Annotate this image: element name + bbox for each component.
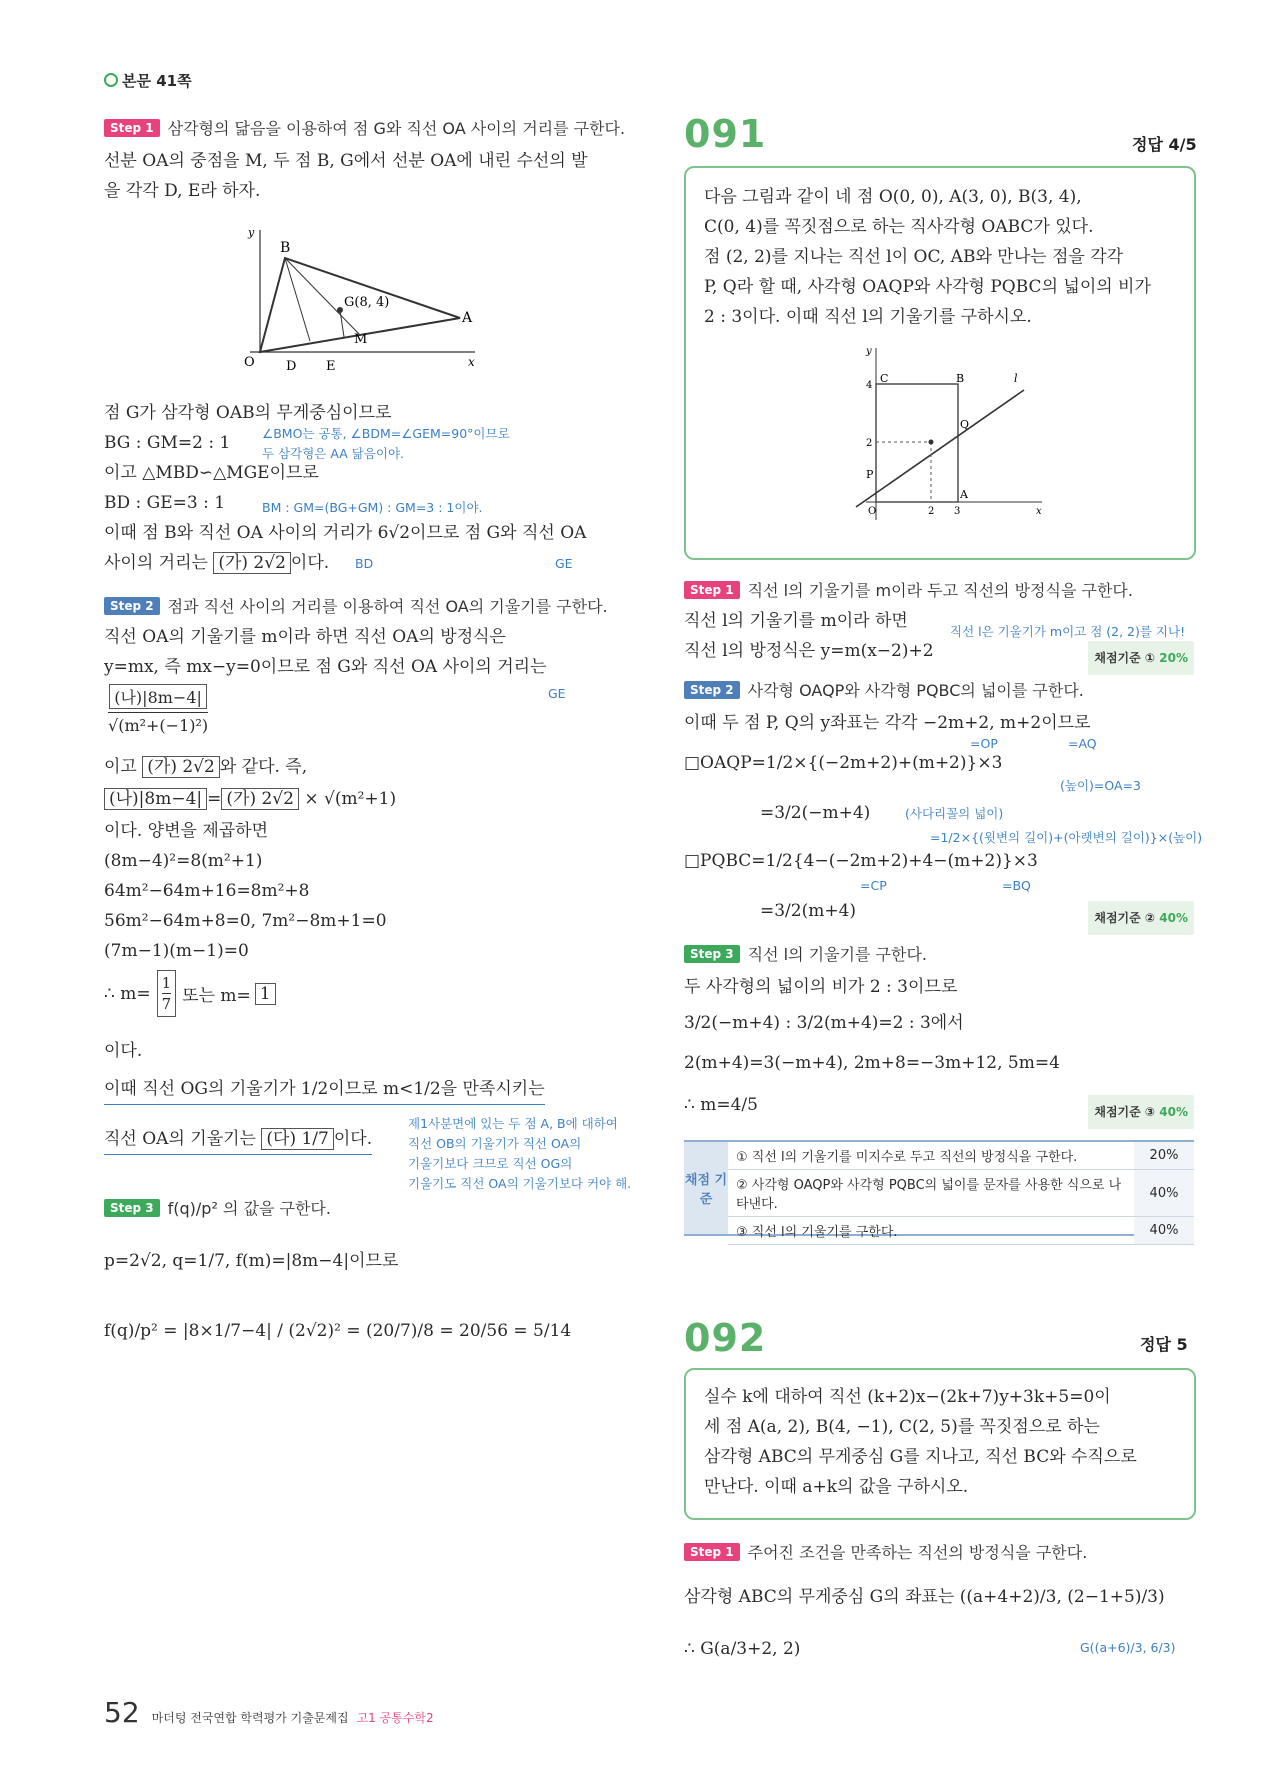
svg-text:P: P: [866, 468, 874, 481]
problem-number-091: 091: [684, 112, 767, 156]
s2-line-7: 56m²−64m+8=0, 7m²−8m+1=0: [104, 911, 387, 931]
left-step3: [104, 1196, 331, 1219]
note-op: =OP: [970, 736, 998, 751]
s2-line-8: (7m−1)(m−1)=0: [104, 941, 249, 961]
b091-line-1: 이때 두 점 P, Q의 y좌표는 각각 −2m+2, m+2이므로: [684, 713, 1091, 733]
b091-line-2: □OAQP=1/2×{(−2m+2)+(m+2)}×3: [684, 753, 1003, 773]
intro-line-2: 을 각각 D, E라 하자.: [104, 181, 261, 201]
svg-text:B: B: [956, 372, 965, 385]
step1-091: Step 1 직선 l의 기울기를 m이라 두고 직선의 방정식을 구한다.: [684, 578, 1133, 601]
step2-091: Step 2 사각형 OAQP와 사각형 PQBC의 넓이를 구한다.: [684, 678, 1084, 701]
svg-text:x: x: [1036, 506, 1042, 517]
step-badge: Step 2: [104, 597, 160, 615]
note-aa-2: 두 삼각형은 AA 닮음이야.: [262, 446, 405, 461]
s2-line-1: 직선 OA의 기울기를 m이라 하면 직선 OA의 방정식은: [104, 627, 506, 647]
note-centroid: G((a+6)/3, 6/3): [1080, 1640, 1176, 1655]
q091-line-5: 2 : 3이다. 이때 직선 l의 기울기를 구하시오.: [704, 307, 1032, 327]
s2-line-12: 직선 OA의 기울기는 (다) 1/7 이다.: [104, 1124, 372, 1155]
step-badge: Step 1: [104, 119, 160, 137]
q091-line-4: P, Q라 할 때, 사각형 OAQP와 사각형 PQBC의 넓이의 비가: [704, 277, 1151, 297]
left-step1: [104, 116, 644, 139]
fig-e-label: E: [326, 359, 336, 374]
line-similar: 이고 △MBD∽△MGE이므로: [104, 463, 319, 483]
s2-line-2: y=mx, 즉 mx−y=0이므로 점 G와 직선 OA 사이의 거리는: [104, 657, 547, 677]
s3-line-1: p=2√2, q=1/7, f(m)=|8m−4|이므로: [104, 1251, 399, 1271]
step-title: f(q)/p² 의 값을 구한다.: [167, 1199, 331, 1218]
s2-line-6: 64m²−64m+16=8m²+8: [104, 881, 310, 901]
note-ratio: BM : GM=(BG+GM) : GM=3 : 1이야.: [262, 500, 483, 515]
fig-o-label: O: [244, 355, 255, 370]
step1-092: Step 1 주어진 조건을 만족하는 직선의 방정식을 구한다.: [684, 1540, 1087, 1563]
s3-line-2: f(q)/p² = |8×1/7−4| / (2√2)² = (20/7)/8 = 20/56 = 5/14: [104, 1321, 572, 1341]
s2-line-4: 이다. 양변을 제곱하면: [104, 821, 269, 841]
note-bq: =BQ: [1002, 878, 1031, 893]
fig-b-label: B: [280, 240, 291, 256]
b091-line-5: =3/2(m+4) 채점기준 ② 40%: [760, 896, 1194, 926]
rubric-table: 채점 기준 ① 직선 l의 기울기를 미지수로 두고 직선의 방정식을 구한다. 20% ② 사각형 OAQP와 사각형 PQBC의 넓이를 문자를 사용한 식으로 나타낸다. 40% ③ 직선 l의 기울기를 구한다. 40%: [684, 1140, 1194, 1236]
note-line-slope: 직선 l은 기울기가 m이고 점 (2, 2)를 지나!: [950, 624, 1186, 639]
a091-line-2: 직선 l의 방정식은 y=m(x−2)+2 채점기준 ① 20%: [684, 636, 1194, 666]
q092-line-1: 실수 k에 대하여 직선 (k+2)x−(2k+7)y+3k+5=0이: [704, 1387, 1111, 1407]
q091-line-2: C(0, 4)를 꼭짓점으로 하는 직사각형 OABC가 있다.: [704, 217, 1094, 237]
step3-091: Step 3 직선 l의 기울기를 구한다.: [684, 942, 927, 965]
note-ge-2: GE: [548, 686, 566, 701]
blank-na: (나)|8m−4|: [109, 684, 207, 709]
note-trapezoid-formula: =1/2×{(윗변의 길이)+(아랫변의 길이)}×(높이): [930, 830, 1203, 845]
note-trapezoid: (사다리꼴의 넓이): [905, 806, 1004, 821]
fig-d-label: D: [286, 359, 297, 374]
svg-text:C: C: [880, 372, 889, 385]
distance-fraction: (나)|8m−4| √(m²+(−1)²): [108, 684, 208, 735]
c091-line-2: 3/2(−m+4) : 3/2(m+4)=2 : 3에서: [684, 1013, 964, 1033]
note-height: (높이)=OA=3: [1060, 778, 1141, 793]
course-title: 고1 공통수학2: [356, 1711, 434, 1725]
s2-line-11: 이때 직선 OG의 기울기가 1/2이므로 m<1/2을 만족시키는: [104, 1074, 545, 1105]
footer: [104, 1696, 434, 1729]
note-quadrant: 제1사분면에 있는 두 점 A, B에 대하여 직선 OB의 기울기가 직선 OA의 기울기보다 크므로 직선 OG의 기울기도 직선 OA의 기울기보다 커야 해.: [408, 1116, 632, 1191]
book-title: 마더텅 전국연합 학력평가 기출문제집: [151, 1711, 349, 1725]
step-title: 삼각형의 닮음을 이용하여 점 G와 직선 OA 사이의 거리를 구한다.: [167, 119, 626, 138]
line-bd-ge: BD : GE=3 : 1: [104, 493, 226, 513]
fig-y-label: y: [248, 226, 255, 239]
answer-092: 정답 5: [1140, 1335, 1188, 1354]
left-step2: [104, 594, 608, 617]
rectangle-figure: [846, 342, 1046, 542]
triangle-figure: [230, 222, 490, 382]
criterion-3: 채점기준 ③ 40%: [1088, 1095, 1194, 1129]
fig-g-label: G(8, 4): [344, 295, 390, 310]
s2-equation: (나)|8m−4| = (가) 2√2 × √(m²+1): [104, 784, 396, 814]
b091-line-4: □PQBC=1/2{4−(−2m+2)+4−(m+2)}×3: [684, 851, 1038, 871]
note-bd: BD: [355, 556, 374, 571]
s2-line-5: (8m−4)²=8(m²+1): [104, 851, 263, 871]
intro-line-1: 선분 OA의 중점을 M, 두 점 B, G에서 선분 OA에 내린 수선의 발: [104, 151, 588, 171]
problem-box-092: [684, 1368, 1196, 1520]
page-number: 52: [104, 1696, 140, 1729]
fig-x-label: x: [468, 355, 475, 369]
svg-text:3: 3: [954, 506, 961, 517]
problem-box-091: [684, 166, 1196, 560]
a091-line-1: 직선 l의 기울기를 m이라 하면: [684, 611, 908, 631]
circle-icon: [104, 73, 118, 87]
blank-solution-1: $\frac{1}{7}$: [157, 970, 177, 1017]
note-aa-1: ∠BMO는 공통, ∠BDM=∠GEM=90°이므로: [262, 426, 510, 441]
step-title: 점과 직선 사이의 거리를 이용하여 직선 OA의 기울기를 구한다.: [167, 597, 608, 616]
svg-text:A: A: [960, 488, 968, 501]
d092-line-1: 삼각형 ABC의 무게중심 G의 좌표는 ((a+4+2)/3, (2−1+5)/3): [684, 1587, 1165, 1607]
svg-text:O: O: [868, 506, 877, 517]
c091-line-4: ∴ m=4/5 채점기준 ③ 40%: [684, 1090, 1194, 1120]
rubric-label: 채점 기준: [684, 1142, 728, 1234]
q092-line-4: 만난다. 이때 a+k의 값을 구하시오.: [704, 1477, 969, 1497]
svg-text:l: l: [1014, 372, 1018, 385]
page-ref: 본문 41쪽: [104, 70, 192, 91]
line-distance: 이때 점 B와 직선 OA 사이의 거리가 6√2이므로 점 G와 직선 OA: [104, 523, 587, 543]
line-centroid: 점 G가 삼각형 OAB의 무게중심이므로: [104, 403, 392, 423]
answer-091: 정답 4/5: [1132, 135, 1197, 154]
b091-line-3: =3/2(−m+4): [760, 803, 871, 823]
line-bg-gm: BG : GM=2 : 1: [104, 433, 231, 453]
q091-line-3: 점 (2, 2)를 지나는 직선 l이 OC, AB와 만나는 점을 각각: [704, 247, 1124, 267]
blank-solution-2: 1: [255, 983, 276, 1005]
svg-text:y: y: [866, 346, 872, 357]
q092-line-2: 세 점 A(a, 2), B(4, −1), C(2, 5)를 꼭짓점으로 하는: [704, 1417, 1100, 1437]
step-badge: Step 3: [104, 1199, 160, 1217]
note-ge: GE: [555, 556, 573, 571]
svg-text:Q: Q: [960, 418, 970, 431]
c091-line-1: 두 사각형의 넓이의 비가 2 : 3이므로: [684, 977, 958, 997]
q092-line-3: 삼각형 ABC의 무게중심 G를 지나고, 직선 BC와 수직으로: [704, 1447, 1137, 1467]
blank-da: (다) 1/7: [261, 1128, 333, 1150]
s2-solution: ∴ m= $\frac{1}{7}$ 또는 m= 1: [104, 970, 276, 1017]
c091-line-3: 2(m+4)=3(−m+4), 2m+8=−3m+12, 5m=4: [684, 1053, 1060, 1073]
q091-line-1: 다음 그림과 같이 네 점 O(0, 0), A(3, 0), B(3, 4),: [704, 187, 1082, 207]
criterion-1: 채점기준 ① 20%: [1088, 641, 1194, 675]
svg-text:2: 2: [866, 438, 873, 449]
svg-text:4: 4: [866, 380, 873, 391]
line-distance-2: 사이의 거리는 (가) 2√2 이다.: [104, 553, 330, 573]
criterion-2: 채점기준 ② 40%: [1088, 901, 1194, 935]
s2-line-3: 이고 (가) 2√2 와 같다. 즉,: [104, 757, 308, 777]
problem-number-092: 092: [684, 1316, 767, 1360]
note-cp: =CP: [860, 878, 887, 893]
note-aq: =AQ: [1068, 736, 1097, 751]
blank-ga: (가) 2√2: [213, 552, 291, 574]
svg-text:2: 2: [928, 506, 935, 517]
fig-m-label: M: [354, 332, 368, 347]
d092-line-2: ∴ G(a/3+2, 2): [684, 1639, 801, 1659]
fig-a-label: A: [462, 310, 473, 326]
s2-line-10: 이다.: [104, 1041, 143, 1061]
